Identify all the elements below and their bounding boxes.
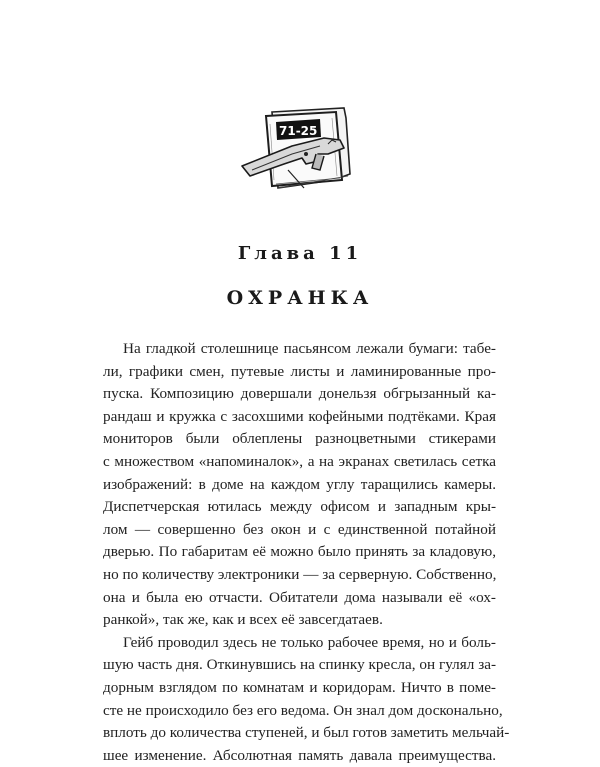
text-line: ли, графики смен, путевые листы и ламинированные про- <box>103 362 496 380</box>
text-line: рандаш и кружка с засохшими кофейными подтёками. Края <box>103 407 496 425</box>
text-line: шую часть дня. Откинувшись на спинку кресла, он гулял за- <box>103 656 496 674</box>
paragraph <box>103 632 510 767</box>
text-line: сте не происходило без его ведома. Он знал дом досконально, <box>103 701 503 719</box>
clipboard-label: 71-25 <box>279 124 318 138</box>
text-line: она и была ею отчасти. Обитатели дома называли её «ох- <box>103 588 496 606</box>
text-line: изображений: в доме на каждом углу таращились камеры. <box>103 475 496 493</box>
text-line: с множеством «напоминалок», а на экранах светилась сетка <box>103 452 496 470</box>
chapter-title: ОХРАНКА <box>226 287 374 309</box>
chapter-number: Глава 11 <box>237 243 363 264</box>
text-line: но по количеству электроники — за серверную. Собственно, <box>103 565 497 583</box>
text-line: мониторов были облеплены разноцветными стикерами <box>103 430 496 448</box>
text-line: шее изменение. Абсолютная память давала преимущества. <box>103 746 496 764</box>
text-line: Диспетчерская ютилась между офисом и западным кры- <box>103 498 496 516</box>
text-line: дверью. По габаритам её можно было принять за кладовую, <box>103 543 496 561</box>
text-line: пуска. Композицию довершали донельзя обгрызанный ка- <box>103 385 496 403</box>
text-line: дорным взглядом по комнатам и коридорам. Ничто в поме- <box>103 678 496 696</box>
text-line: Гейб проводил здесь не только рабочее время, но и боль- <box>123 633 496 651</box>
clipboard-with-pistol-icon <box>232 104 372 200</box>
text-line: ранкой», так же, как и всех её завсегдатаев. <box>103 611 383 629</box>
text-line: вплоть до количества ступеней, и был готов заметить мельчай- <box>103 724 510 742</box>
chapter-body <box>103 338 510 767</box>
paragraph <box>103 338 496 632</box>
text-line: лом — совершенно без окон и с единственной потайной <box>103 520 496 538</box>
text-line: На гладкой столешнице пасьянсом лежали бумаги: табе- <box>123 340 496 357</box>
